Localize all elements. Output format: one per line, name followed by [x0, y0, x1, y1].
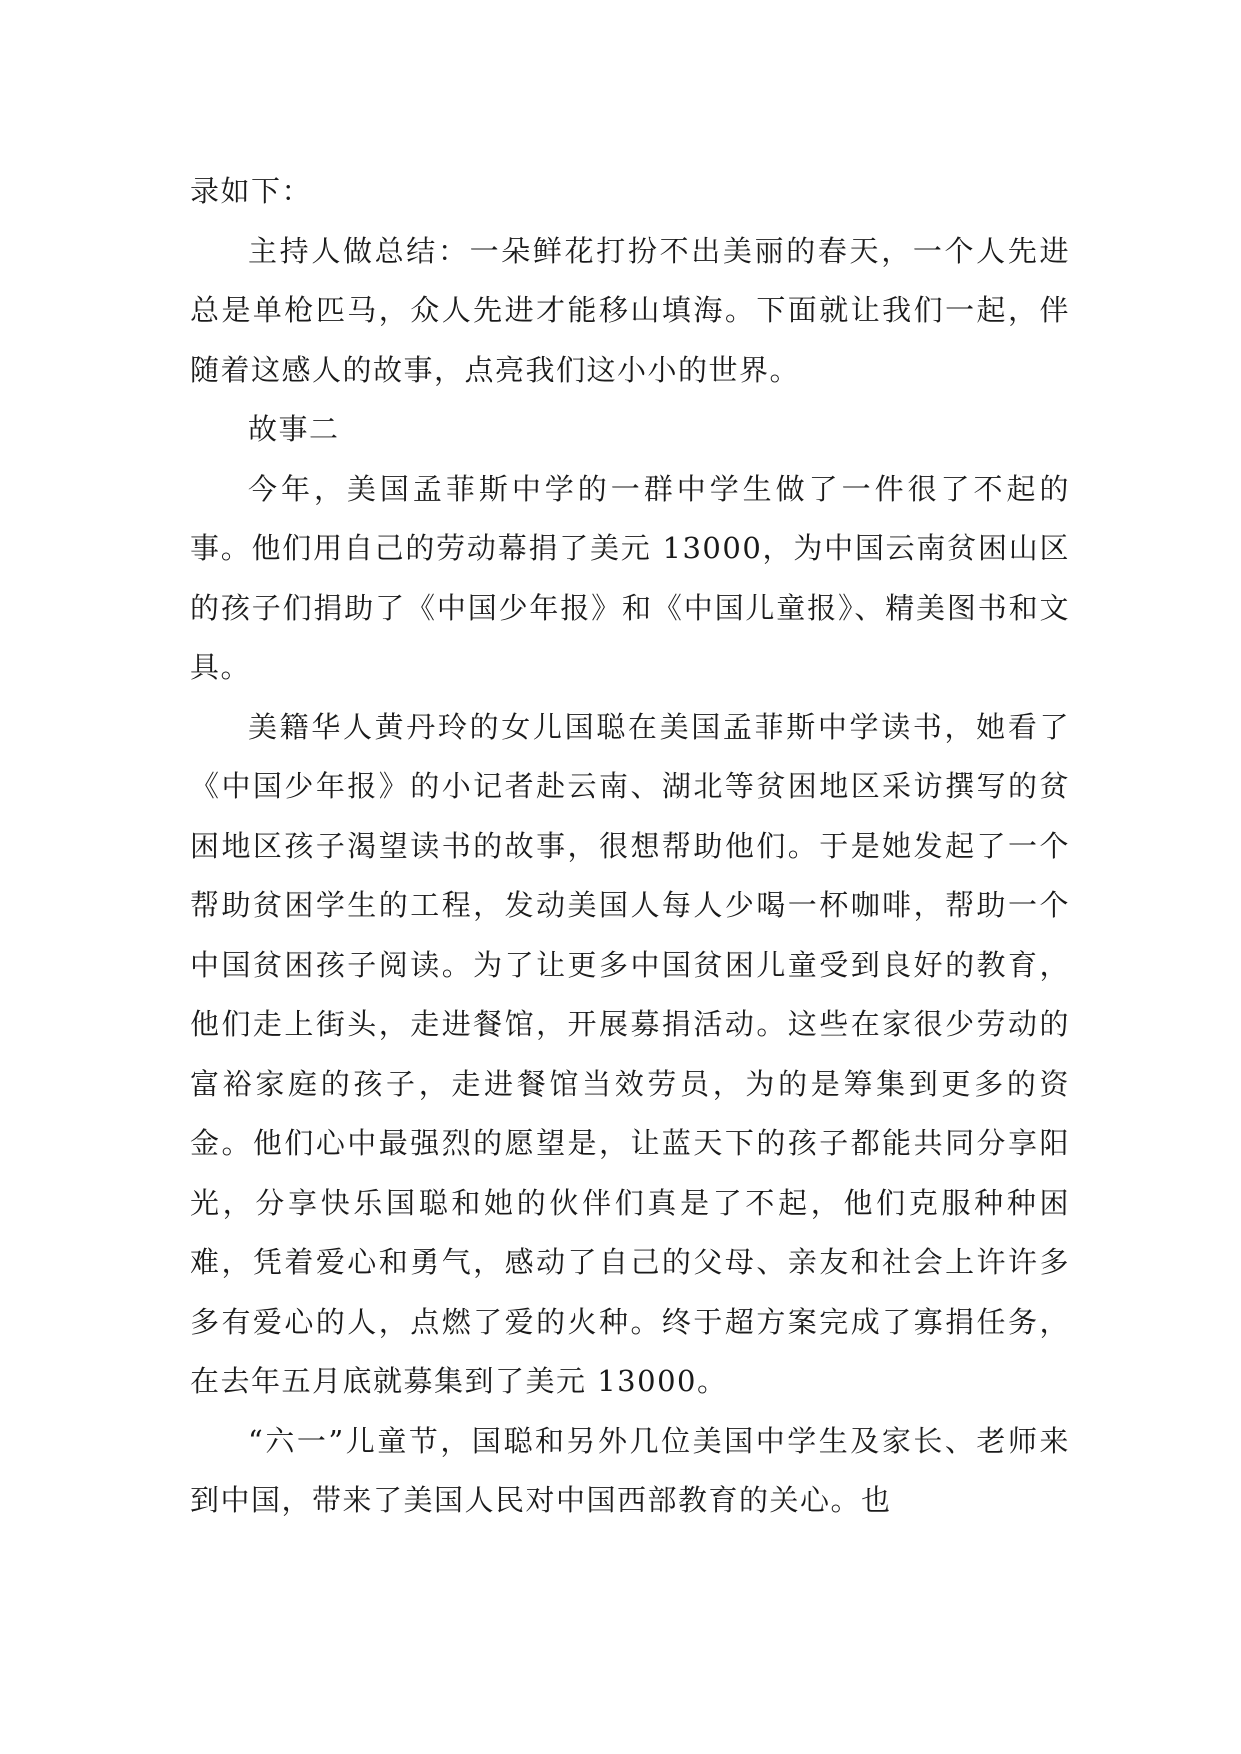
story-heading: 故事二 [248, 412, 340, 446]
paragraph-4: 美籍华人黄丹玲的女儿国聪在美国孟菲斯中学读书，她看了《中国少年报》的小记者赴云南、湖北等贫困地区采访撰写的贫困地区孩子渴望读书的故事，很想帮助他们。于是她发起了一个帮助贫困学生的工程，发动美国人每人少喝一杯咖啡，帮助一个中国贫困孩子阅读。为了让更多中国贫困儿童受到良好的教育，他们走上街头，走进餐馆，开展募捐活动。这些在家很少劳动的富裕家庭的孩子，走进餐馆当效劳员，为的是筹集到更多的资金。他们心中最强烈的愿望是，让蓝天下的孩子都能共同分享阳光，分享快乐国聪和她的伙伴们真是了不起，他们克服种种困难，凭着爱心和勇气，感动了自己的父母、亲友和社会上许许多多有爱心的人，点燃了爱的火种。终于超方案完成了寡捐任务，在去年五月底就募集到了美元 13000。 [190, 709, 1070, 1398]
paragraph-2: 主持人做总结：一朵鲜花打扮不出美丽的春天，一个人先进总是单枪匹马，众人先进才能移山填海。下面就让我们一起，伴随着这感人的故事，点亮我们这小小的世界。 [190, 233, 1070, 387]
paragraph-3: 今年，美国孟菲斯中学的一群中学生做了一件很了不起的事。他们用自己的劳动幕捐了美元 13000，为中国云南贫困山区的孩子们捐助了《中国少年报》和《中国儿童报》、精美图书和文具。 [190, 471, 1070, 684]
paragraph-5: “六一”儿童节，国聪和另外几位美国中学生及家长、老师来到中国，带来了美国人民对中国西部教育的关心。也 [190, 1423, 1070, 1517]
paragraph-1: 录如下： [190, 174, 313, 208]
document-body [190, 162, 1070, 1531]
